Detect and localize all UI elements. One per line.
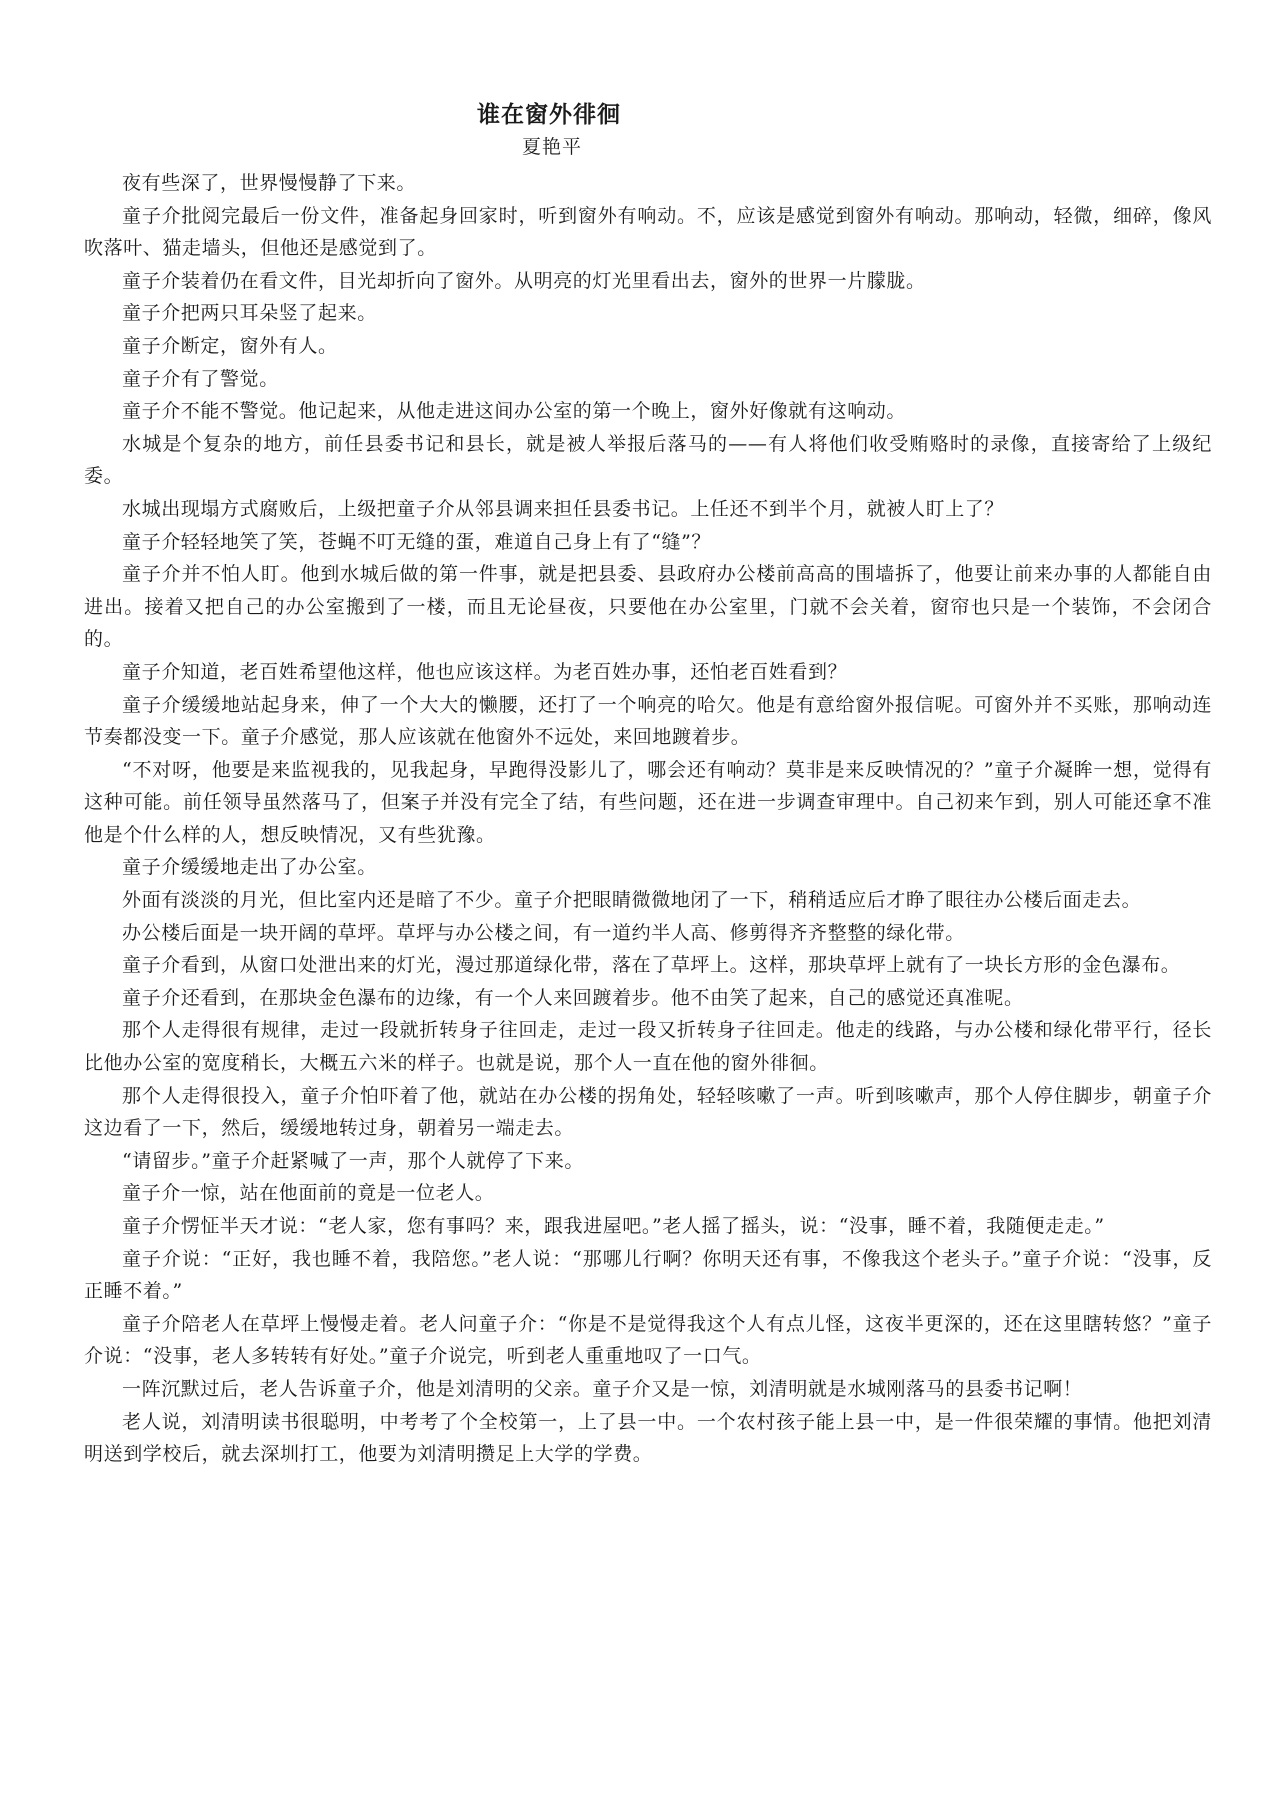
- paragraph: 童子介装着仍在看文件，目光却折向了窗外。从明亮的灯光里看出去，窗外的世界一片朦胧。: [122, 269, 926, 292]
- paragraph: “不对呀，他要是来监视我的，见我起身，早跑得没影儿了，哪会还有响动？莫非是来反映情况的？”童子介凝眸一想，觉得有这种可能。前任领导虽然落马了，但案子并没有完全了结，有些问题，还在进一步调查审理中。自己初来乍到，别人可能还拿不准他是个什么样的人，想反映情况，又有些犹豫。: [84, 758, 1212, 846]
- paragraph: 童子介一惊，站在他面前的竟是一位老人。: [122, 1182, 495, 1205]
- paragraph: 一阵沉默过后，老人告诉童子介，他是刘清明的父亲。童子介又是一惊，刘清明就是水城刚落马的县委书记啊！: [122, 1377, 1083, 1400]
- paragraph: 童子介缓缓地走出了办公室。: [122, 856, 377, 879]
- story-author: 夏艳平: [521, 136, 582, 158]
- paragraph: 水城出现塌方式腐败后，上级把童子介从邻县调来担任县委书记。上任还不到半个月，就被人盯上了？: [122, 497, 1005, 520]
- paragraph: 那个人走得很投入，童子介怕吓着了他，就站在办公楼的拐角处，轻轻咳嗽了一声。听到咳嗽声，那个人停住脚步，朝童子介这边看了一下，然后，缓缓地转过身，朝着另一端走去。: [84, 1084, 1212, 1140]
- paragraph: 童子介轻轻地笑了笑，苍蝇不叮无缝的蛋，难道自己身上有了“缝”？: [122, 530, 712, 553]
- story-title: 谁在窗外徘徊: [477, 102, 621, 128]
- paragraph: 夜有些深了，世界慢慢静了下来。: [122, 172, 417, 194]
- paragraph: 外面有淡淡的月光，但比室内还是暗了不少。童子介把眼睛微微地闭了一下，稍稍适应后才睁了眼往办公楼后面走去。: [122, 889, 1142, 912]
- paragraph: 童子介不能不警觉。他记起来，从他走进这间办公室的第一个晚上，窗外好像就有这响动。: [122, 400, 907, 423]
- story-body: [84, 167, 1212, 1471]
- paragraph: 童子介缓缓地站起身来，伸了一个大大的懒腰，还打了一个响亮的哈欠。他是有意给窗外报信呢。可窗外并不买账，那响动连节奏都没变一下。童子介感觉，那人应该就在他窗外不远处，来回地踱着步。: [84, 693, 1212, 749]
- paragraph: 童子介知道，老百姓希望他这样，他也应该这样。为老百姓办事，还怕老百姓看到？: [122, 660, 848, 683]
- paragraph: 水城是个复杂的地方，前任县委书记和县长，就是被人举报后落马的——有人将他们收受贿赂时的录像，直接寄给了上级纪委。: [84, 432, 1212, 488]
- paragraph: 童子介陪老人在草坪上慢慢走着。老人问童子介：“你是不是觉得我这个人有点儿怪，这夜半更深的，还在这里瞎转悠？”童子介说：“没事，老人多转转有好处。”童子介说完，听到老人重重地叹了一口气。: [84, 1312, 1212, 1368]
- paragraph: 童子介有了警觉。: [122, 367, 279, 390]
- paragraph: 童子介愣怔半天才说：“老人家，您有事吗？来，跟我进屋吧。”老人摇了摇头，说：“没事，睡不着，我随便走走。”: [122, 1215, 1105, 1237]
- paragraph: 童子介说：“正好，我也睡不着，我陪您。”老人说：“那哪儿行啊？你明天还有事，不像我这个老头子。”童子介说：“没事，反正睡不着。”: [84, 1247, 1212, 1303]
- paragraph: “请留步。”童子介赶紧喊了一声，那个人就停了下来。: [122, 1149, 584, 1172]
- paragraph: 童子介把两只耳朵竖了起来。: [122, 302, 377, 325]
- paragraph: 童子介看到，从窗口处泄出来的灯光，漫过那道绿化带，落在了草坪上。这样，那块草坪上就有了一块长方形的金色瀑布。: [122, 954, 1181, 977]
- paragraph: 办公楼后面是一块开阔的草坪。草坪与办公楼之间，有一道约半人高、修剪得齐齐整整的绿化带。: [122, 921, 965, 944]
- paragraph: 童子介批阅完最后一份文件，准备起身回家时，听到窗外有响动。不，应该是感觉到窗外有响动。那响动，轻微，细碎，像风吹落叶、猫走墙头，但他还是感觉到了。: [84, 204, 1212, 260]
- paragraph: 那个人走得很有规律，走过一段就折转身子往回走，走过一段又折转身子往回走。他走的线路，与办公楼和绿化带平行，径长比他办公室的宽度稍长，大概五六米的样子。也就是说，那个人一直在他的窗外徘徊。: [84, 1019, 1212, 1075]
- paragraph: 老人说，刘清明读书很聪明，中考考了个全校第一，上了县一中。一个农村孩子能上县一中，是一件很荣耀的事情。他把刘清明送到学校后，就去深圳打工，他要为刘清明攒足上大学的学费。: [84, 1410, 1212, 1466]
- paragraph: 童子介断定，窗外有人。: [122, 334, 338, 357]
- paragraph: 童子介并不怕人盯。他到水城后做的第一件事，就是把县委、县政府办公楼前高高的围墙拆了，他要让前来办事的人都能自由进出。接着又把自己的办公室搬到了一楼，而且无论昼夜，只要他在办公室里，门就不会关着，窗帘也只是一个装饰，不会闭合的。: [84, 563, 1212, 651]
- paragraph: 童子介还看到，在那块金色瀑布的边缘，有一个人来回踱着步。他不由笑了起来，自己的感觉还真准呢。: [122, 986, 1024, 1009]
